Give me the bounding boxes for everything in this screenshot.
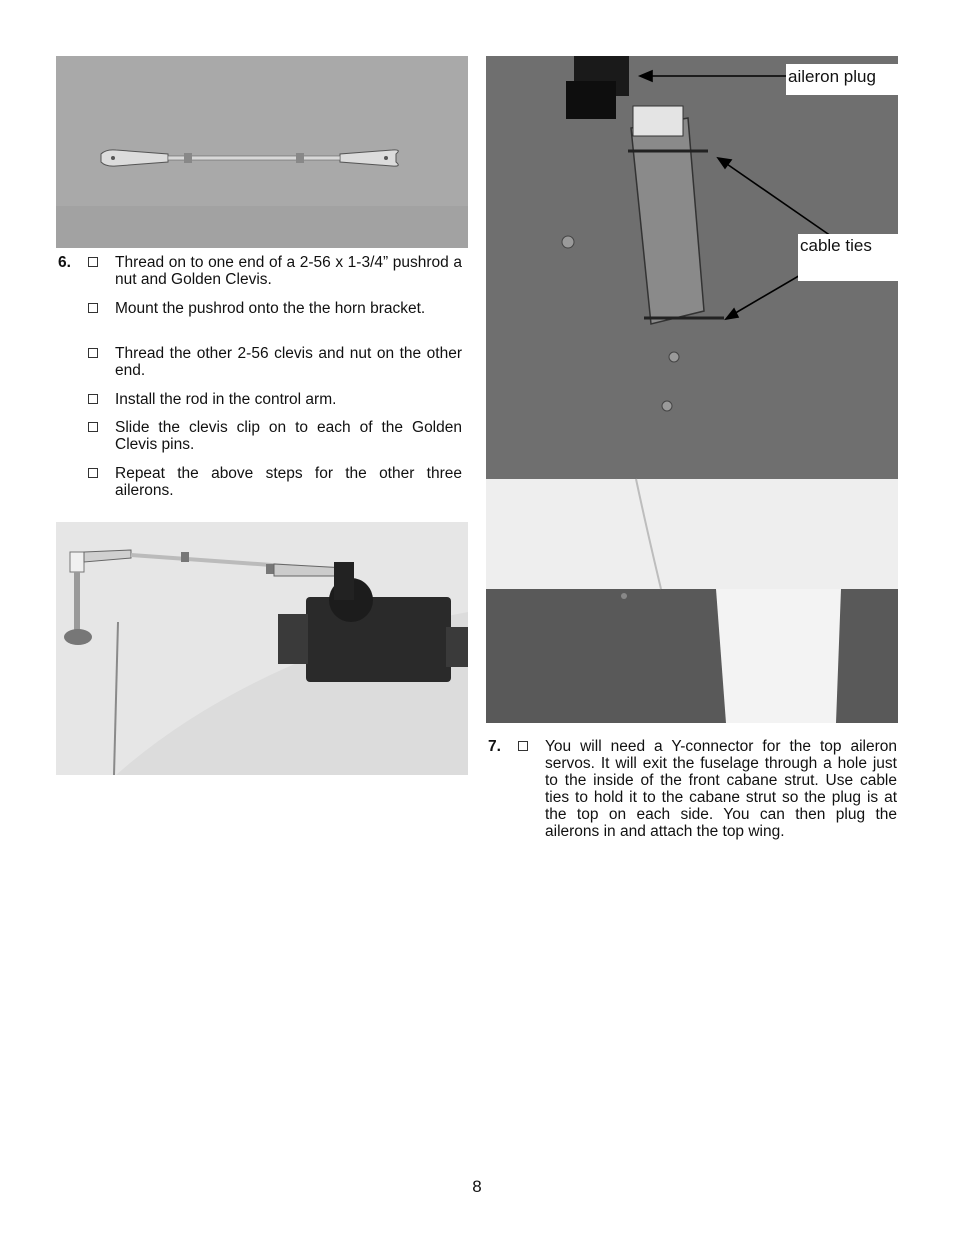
- step-7-text: You will need a Y-connector for the top aileron servos. It will exit the fuselage through a hole just to the inside of the front cabane strut. Use cable ties to hold it to the cabane strut so the plug is at the top on each side. You can then plug the ailerons in and attach the top wing.: [545, 738, 897, 840]
- callout-aileron-plug: [786, 64, 898, 95]
- step-6: [58, 254, 462, 504]
- checklist-text: Install the rod in the control arm.: [115, 391, 337, 408]
- checkbox[interactable]: [88, 422, 98, 432]
- step-number: 6.: [58, 254, 71, 271]
- checkbox[interactable]: [88, 348, 98, 358]
- checkbox[interactable]: [88, 394, 98, 404]
- checklist-text: Repeat the above steps for the other three ailerons.: [115, 465, 462, 499]
- servo-pushrod-photo: [56, 522, 468, 775]
- pushrod-photo: [56, 56, 468, 248]
- callout-cable-ties-label: cable ties: [800, 236, 872, 255]
- checkbox[interactable]: [88, 303, 98, 313]
- page-number: 8: [472, 1177, 482, 1196]
- checklist-text: Thread on to one end of a 2-56 x 1-3/4” pushrod a nut and Golden Clevis.: [115, 254, 462, 288]
- step-7: [488, 738, 898, 848]
- checklist-text: Thread the other 2-56 clevis and nut on the other end.: [115, 345, 462, 379]
- checkbox[interactable]: [88, 468, 98, 478]
- checklist-text: Slide the clevis clip on to each of the Golden Clevis pins.: [115, 419, 462, 453]
- callout-aileron-plug-label: aileron plug: [788, 67, 876, 86]
- fuselage-plug-photo: [486, 56, 898, 723]
- callout-cable-ties: [798, 234, 898, 281]
- checkbox[interactable]: [518, 741, 528, 751]
- step-number: 7.: [488, 738, 501, 755]
- checklist-text: Mount the pushrod onto the the horn bracket.: [115, 300, 426, 317]
- checkbox[interactable]: [88, 257, 98, 267]
